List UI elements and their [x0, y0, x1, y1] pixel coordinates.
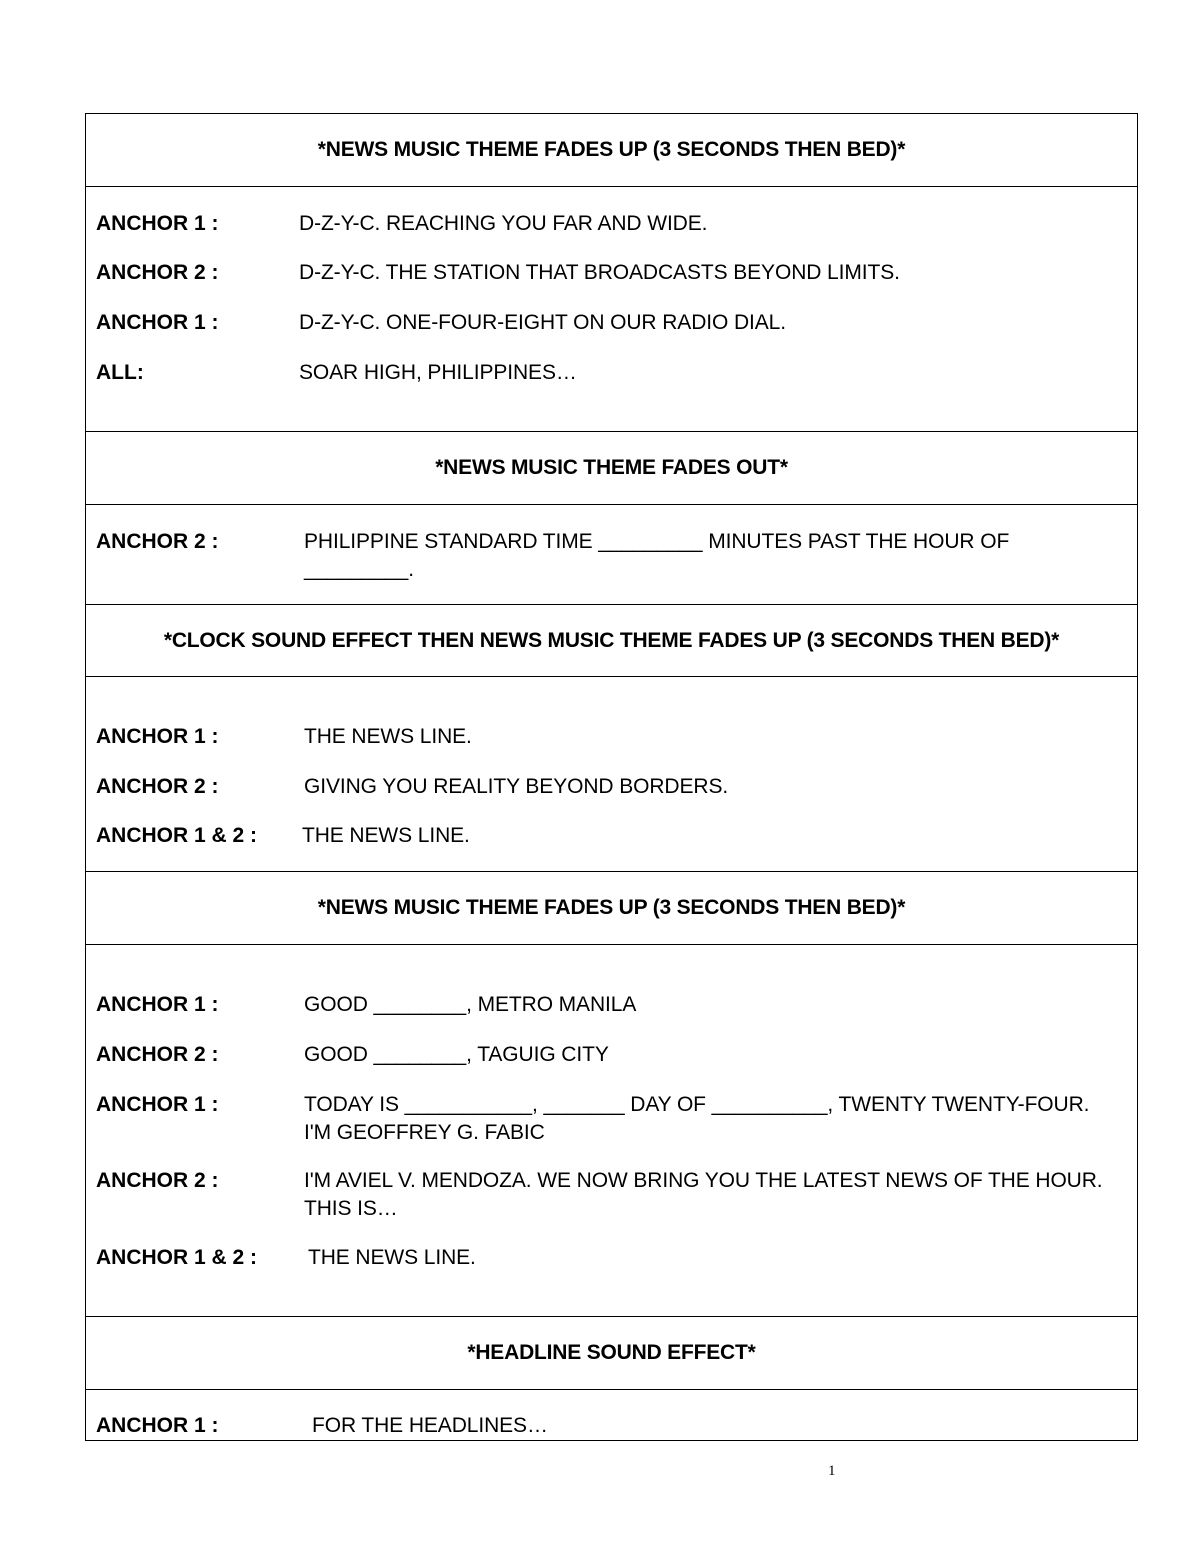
cue-text: *HEADLINE SOUND EFFECT* [467, 1341, 756, 1364]
cue-text: *NEWS MUSIC THEME FADES UP (3 SECONDS THEN BED)* [317, 896, 906, 919]
dialog-text: D-Z-Y-C. THE STATION THAT BROADCASTS BEYOND LIMITS. [299, 261, 900, 284]
page-number: 1 [828, 1463, 836, 1479]
speaker-label: ANCHOR 1 : [96, 311, 219, 334]
cue-row [86, 114, 1137, 187]
speaker-label: ANCHOR 1 : [96, 212, 219, 235]
dialog-text: GIVING YOU REALITY BEYOND BORDERS. [304, 775, 729, 798]
dialog-text: THE NEWS LINE. [304, 725, 472, 748]
dialog-block [86, 187, 1137, 432]
speaker-label: ANCHOR 1 : [96, 725, 219, 748]
dialog-text: TODAY IS ___________, _______ DAY OF __________, TWENTY TWENTY-FOUR. I'M GEOFFREY G. FABIC [304, 1093, 1090, 1144]
dialog-text: THE NEWS LINE. [302, 824, 470, 847]
cue-row [86, 872, 1137, 945]
dialog-text: I'M AVIEL V. MENDOZA. WE NOW BRING YOU THE LATEST NEWS OF THE HOUR. THIS IS… [304, 1169, 1103, 1220]
dialog-text: THE NEWS LINE. [308, 1246, 476, 1269]
cue-text: *NEWS MUSIC THEME FADES UP (3 SECONDS THEN BED)* [317, 138, 906, 161]
speaker-label: ANCHOR 2 : [96, 775, 219, 798]
speaker-label: ANCHOR 1 & 2 : [96, 824, 258, 847]
dialog-text: SOAR HIGH, PHILIPPINES… [299, 361, 577, 384]
speaker-label: ANCHOR 1 : [96, 993, 219, 1016]
dialog-text: FOR THE HEADLINES… [312, 1414, 548, 1437]
dialog-text: GOOD ________, METRO MANILA [304, 993, 637, 1016]
script-table [85, 113, 1138, 1441]
dialog-text: GOOD ________, TAGUIG CITY [304, 1043, 609, 1066]
dialog-block [86, 945, 1137, 1317]
dialog-block [86, 677, 1137, 872]
dialog-text: D-Z-Y-C. REACHING YOU FAR AND WIDE. [299, 212, 708, 235]
speaker-label: ANCHOR 2 : [96, 261, 219, 284]
dialog-block [86, 1390, 1137, 1440]
cue-text: *CLOCK SOUND EFFECT THEN NEWS MUSIC THEME FADES UP (3 SECONDS THEN BED)* [163, 628, 1060, 652]
speaker-label: ANCHOR 1 : [96, 1414, 219, 1437]
cue-row [86, 605, 1137, 677]
speaker-label: ANCHOR 1 : [96, 1093, 219, 1116]
speaker-label: ANCHOR 2 : [96, 530, 219, 553]
cue-row [86, 432, 1137, 505]
cue-row [86, 1317, 1137, 1390]
cue-text: *NEWS MUSIC THEME FADES OUT* [435, 456, 788, 479]
dialog-block [86, 505, 1137, 605]
speaker-label: ANCHOR 2 : [96, 1169, 219, 1192]
speaker-label: ALL: [96, 361, 144, 384]
dialog-text: PHILIPPINE STANDARD TIME _________ MINUTES PAST THE HOUR OF _________. [304, 530, 1010, 581]
speaker-label: ANCHOR 1 & 2 : [96, 1246, 258, 1269]
dialog-text: D-Z-Y-C. ONE-FOUR-EIGHT ON OUR RADIO DIAL. [299, 311, 786, 334]
speaker-label: ANCHOR 2 : [96, 1043, 219, 1066]
